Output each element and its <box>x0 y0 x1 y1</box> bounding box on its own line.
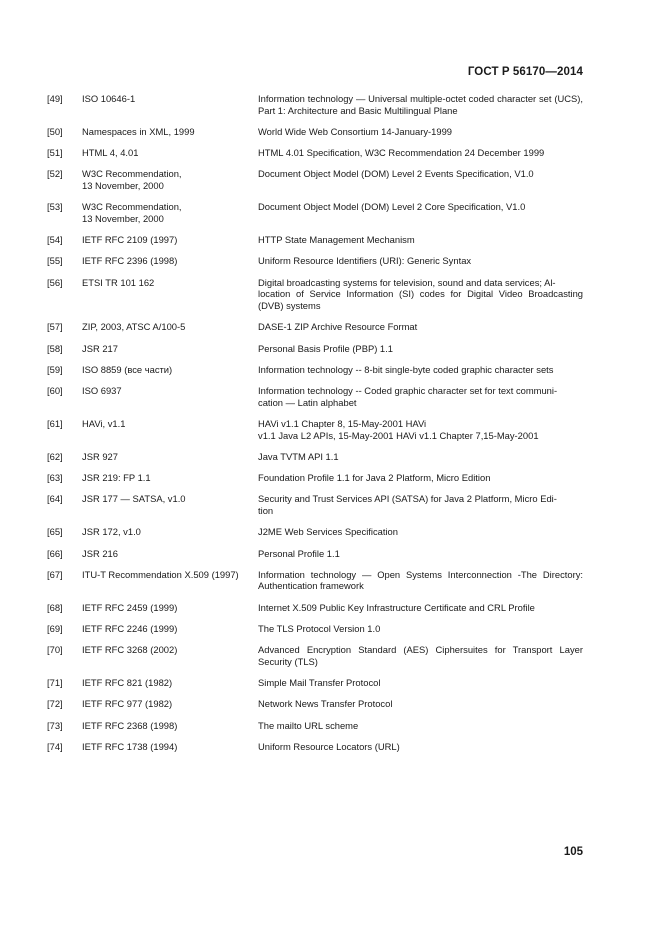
ref-number: [61] <box>47 417 63 429</box>
reference-row <box>47 472 583 484</box>
ref-source: IETF RFC 2368 (1998) <box>82 719 178 731</box>
reference-row <box>47 548 583 560</box>
ref-source: ISO 8859 (все части) <box>82 363 173 375</box>
ref-number: [68] <box>47 601 63 613</box>
ref-number: [49] <box>47 93 63 104</box>
ref-source: IETF RFC 821 (1982) <box>82 677 173 689</box>
reference-row <box>47 168 583 191</box>
ref-source: HAVi, v1.1 <box>82 417 126 429</box>
ref-title: Document Object Model (DOM) Level 2 Events Specification, V1.0 <box>258 168 534 180</box>
reference-row <box>47 234 583 246</box>
reference-row <box>47 385 583 408</box>
ref-source: IETF RFC 2109 (1997) <box>82 234 178 246</box>
ref-number: [65] <box>47 526 63 538</box>
ref-source: W3C Recommendation, 13 November, 2000 <box>82 168 182 192</box>
ref-title: Personal Profile 1.1 <box>258 547 340 559</box>
ref-number: [66] <box>47 547 63 559</box>
ref-number: [57] <box>47 321 63 333</box>
ref-number: [63] <box>47 472 63 484</box>
ref-number: [59] <box>47 363 63 375</box>
ref-title: HTML 4.01 Specification, W3C Recommendation 24 December 1999 <box>258 147 545 159</box>
ref-number: [51] <box>47 147 63 159</box>
ref-title: HAVi v1.1 Chapter 8, 15-May-2001 HAVi v1.1 Java L2 APIs, 15-May-2001 HAVi v1.1 Chapter 7,15-May-2001 <box>258 417 539 441</box>
ref-source: HTML 4, 4.01 <box>82 147 139 159</box>
reference-row <box>47 147 583 159</box>
ref-title: Advanced Encryption Standard (AES) Ciphersuites for Transport Layer Security (TLS) <box>258 644 583 667</box>
reference-row <box>47 343 583 355</box>
ref-source: IETF RFC 2396 (1998) <box>82 255 178 267</box>
ref-title: Java TVTM API 1.1 <box>258 450 339 462</box>
ref-source: IETF RFC 2246 (1999) <box>82 622 178 634</box>
ref-title: Information technology — Open Systems Interconnection -The Directory: Authentication framework <box>258 568 583 592</box>
reference-row <box>47 644 583 667</box>
ref-source: JSR 217 <box>82 342 118 354</box>
ref-number: [52] <box>47 168 63 180</box>
ref-number: [55] <box>47 255 63 267</box>
page-number: 105 <box>563 846 583 858</box>
ref-source: IETF RFC 977 (1982) <box>82 698 173 710</box>
ref-source: ITU-T Recommendation X.509 (1997) <box>82 568 239 580</box>
reference-row <box>47 623 583 635</box>
ref-source: W3C Recommendation, 13 November, 2000 <box>82 201 182 224</box>
references-list <box>47 93 583 762</box>
ref-number: [56] <box>47 276 63 288</box>
reference-row <box>47 277 583 312</box>
reference-row <box>47 493 583 516</box>
reference-row <box>47 321 583 333</box>
ref-title: Security and Trust Services API (SATSA) for Java 2 Platform, Micro Edi- tion <box>258 493 557 516</box>
ref-number: [62] <box>47 450 63 462</box>
ref-title: Uniform Resource Identifiers (URI): Generic Syntax <box>258 255 472 267</box>
reference-row <box>47 602 583 614</box>
ref-source: JSR 219: FP 1.1 <box>82 472 151 484</box>
document-id: ГОСТ Р 56170—2014 <box>467 66 583 78</box>
ref-title: J2ME Web Services Specification <box>258 526 398 538</box>
ref-title: Network News Transfer Protocol <box>258 698 393 710</box>
ref-title: The mailto URL scheme <box>258 719 359 731</box>
ref-title: The TLS Protocol Version 1.0 <box>258 622 381 634</box>
reference-row <box>47 201 583 224</box>
ref-title: Information technology -- 8-bit single-byte coded graphic character sets <box>258 363 554 375</box>
ref-title: DASE-1 ZIP Archive Resource Format <box>258 321 418 333</box>
ref-source: JSR 172, v1.0 <box>82 526 141 538</box>
ref-title: Document Object Model (DOM) Level 2 Core Specification, V1.0 <box>258 201 526 213</box>
reference-row <box>47 93 583 116</box>
ref-number: [50] <box>47 125 63 137</box>
ref-number: [58] <box>47 342 63 354</box>
reference-row <box>47 126 583 138</box>
ref-number: [74] <box>47 740 63 752</box>
reference-row <box>47 526 583 538</box>
ref-title: Personal Basis Profile (PBP) 1.1 <box>258 342 393 354</box>
ref-title: Internet X.509 Public Key Infrastructure Certificate and CRL Profile <box>258 601 535 613</box>
ref-title: Information technology -- Coded graphic character set for text communi- cation — Latin alphabet <box>258 385 558 408</box>
ref-number: [70] <box>47 644 63 656</box>
ref-number: [54] <box>47 234 63 246</box>
ref-number: [64] <box>47 493 63 505</box>
ref-number: [67] <box>47 568 63 580</box>
reference-row <box>47 255 583 267</box>
ref-title: Simple Mail Transfer Protocol <box>258 677 381 689</box>
ref-number: [73] <box>47 719 63 731</box>
ref-source: ISO 6937 <box>82 385 122 397</box>
ref-title: Uniform Resource Locators (URL) <box>258 740 400 752</box>
ref-title: Information technology — Universal multiple-octet coded character set (UCS), Part 1: Architecture and Basic Multilingual Plane <box>258 93 583 116</box>
reference-row <box>47 698 583 710</box>
reference-row <box>47 569 583 592</box>
ref-number: [53] <box>47 201 63 213</box>
ref-source: IETF RFC 1738 (1994) <box>82 740 178 752</box>
ref-title: World Wide Web Consortium 14-January-1999 <box>258 125 453 137</box>
reference-row <box>47 451 583 463</box>
ref-source: ISO 10646-1 <box>82 93 136 104</box>
ref-title: Digital broadcasting systems for television, sound and data services; Al- location of Service Information (SI) codes for Digital Video Broadcasting (DVB) systems <box>258 276 583 311</box>
reference-row <box>47 720 583 732</box>
ref-number: [60] <box>47 385 63 397</box>
ref-number: [69] <box>47 622 63 634</box>
ref-source: JSR 216 <box>82 547 118 559</box>
ref-title: HTTP State Management Mechanism <box>258 234 415 246</box>
reference-row <box>47 418 583 441</box>
reference-row <box>47 677 583 689</box>
ref-source: IETF RFC 3268 (2002) <box>82 644 178 656</box>
reference-row <box>47 364 583 376</box>
ref-title: Foundation Profile 1.1 for Java 2 Platform, Micro Edition <box>258 472 491 484</box>
ref-source: Namespaces in XML, 1999 <box>82 125 195 137</box>
ref-source: IETF RFC 2459 (1999) <box>82 601 178 613</box>
ref-source: JSR 927 <box>82 450 118 462</box>
ref-number: [72] <box>47 698 63 710</box>
ref-source: JSR 177 — SATSA, v1.0 <box>82 493 186 505</box>
reference-row <box>47 741 583 753</box>
ref-number: [71] <box>47 677 63 689</box>
ref-source: ETSI TR 101 162 <box>82 276 155 288</box>
ref-source: ZIP, 2003, ATSC A/100-5 <box>82 321 186 333</box>
